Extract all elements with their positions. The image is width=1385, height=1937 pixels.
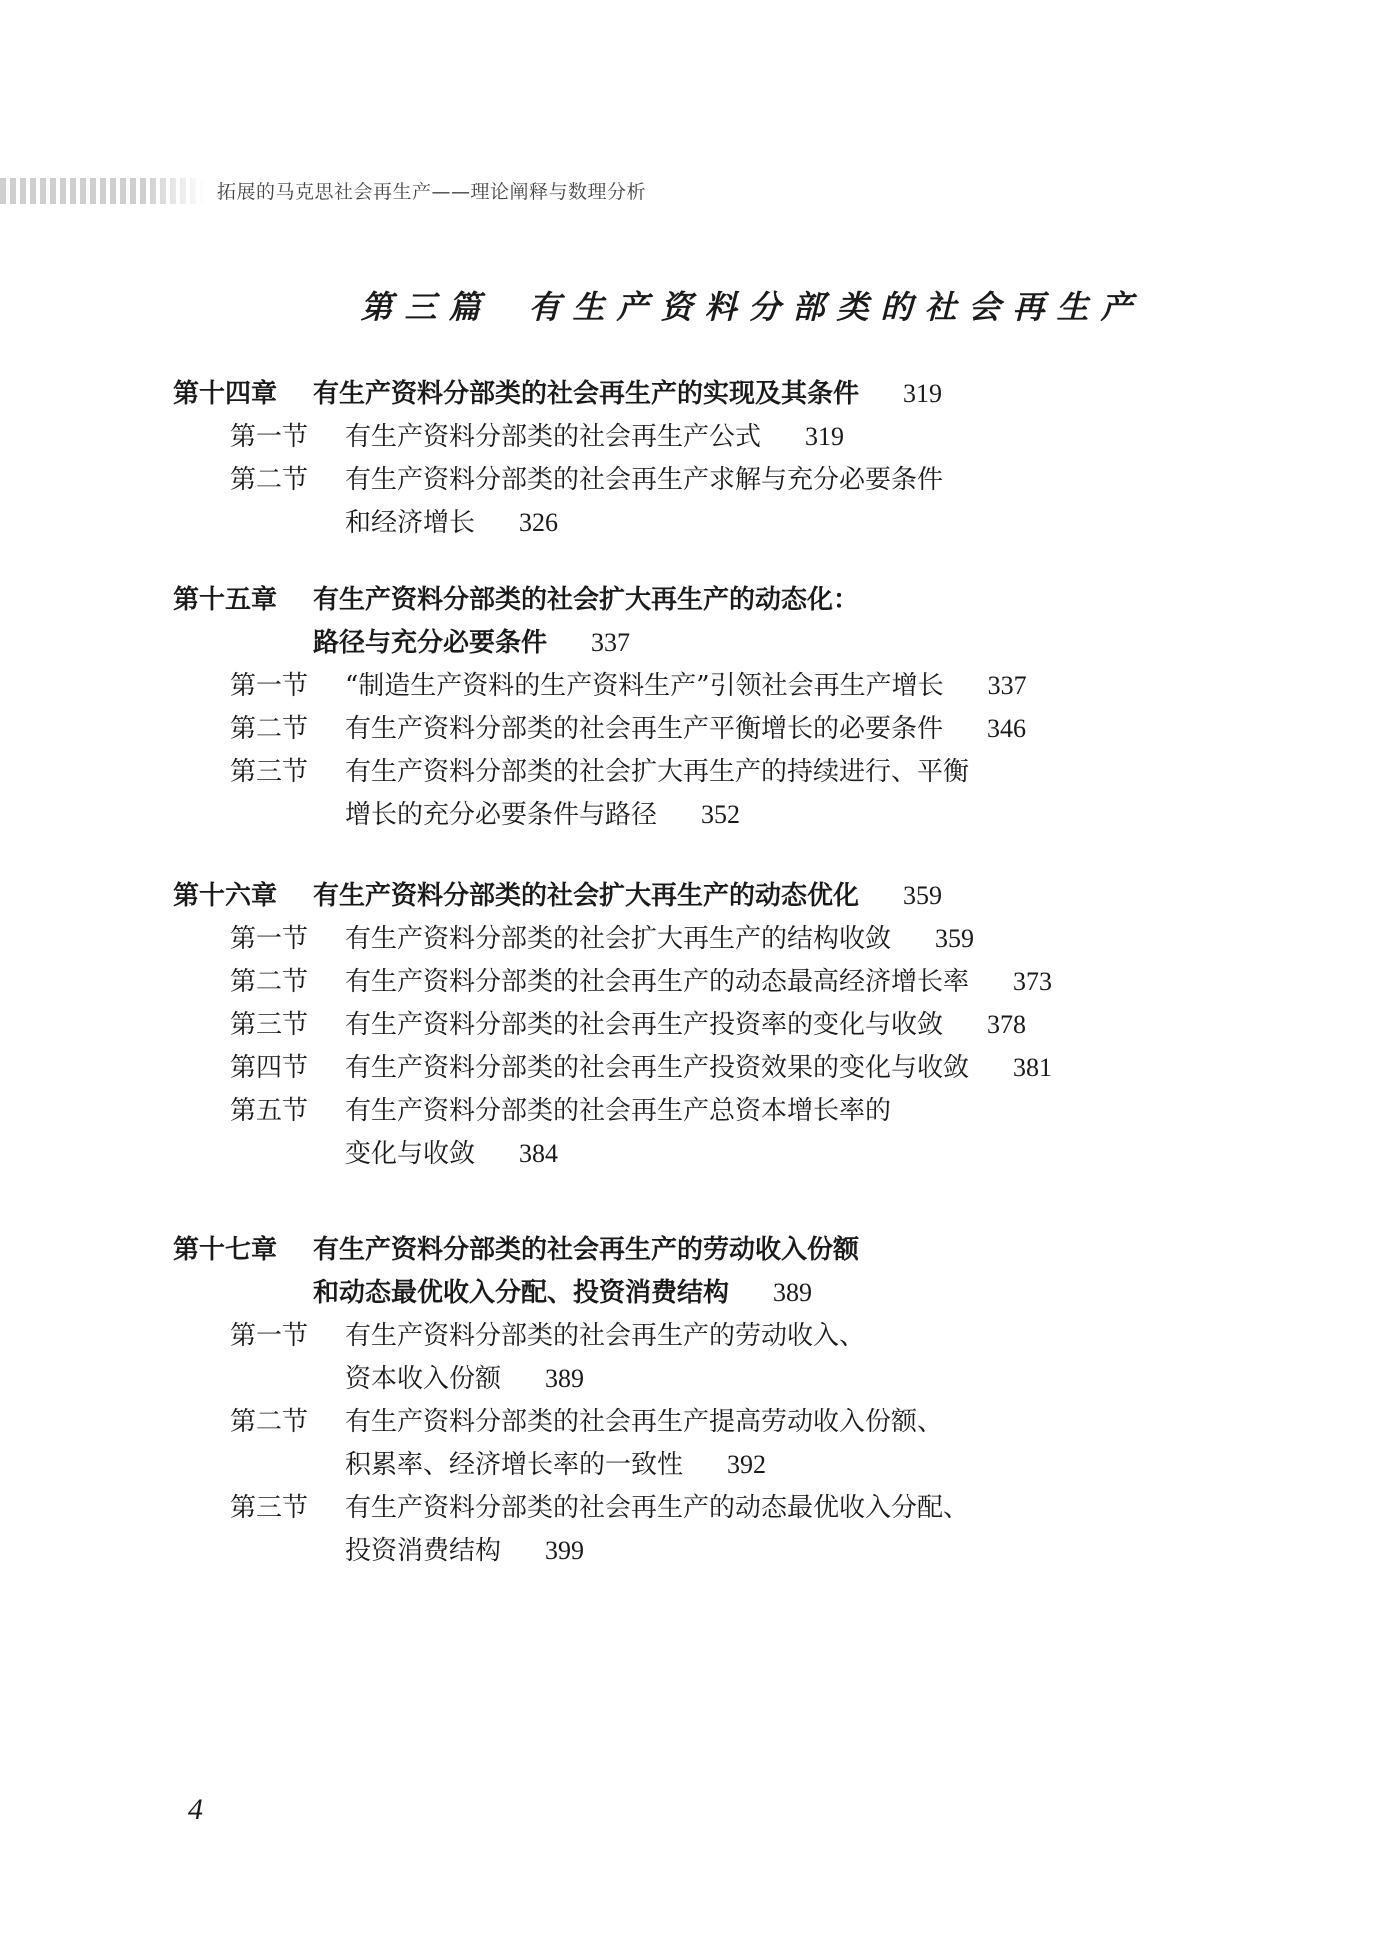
section-label: 第一节 bbox=[230, 1321, 309, 1351]
chapter-heading-line bbox=[313, 627, 630, 659]
section-page: 326 bbox=[519, 508, 559, 537]
section-title: “制造生产资料的生产资料生产”引领社会再生产增长 bbox=[345, 671, 944, 701]
header-dot-pattern bbox=[0, 178, 205, 204]
chapter-heading-line bbox=[173, 378, 942, 410]
section-entry-line bbox=[345, 1138, 558, 1170]
section-title: 有生产资料分部类的社会再生产平衡增长的必要条件 bbox=[345, 714, 944, 744]
chapter-heading-line bbox=[173, 880, 942, 912]
section-entry-line bbox=[230, 464, 943, 496]
section-entry-line bbox=[345, 1535, 584, 1567]
section-entry-line bbox=[230, 1052, 1052, 1084]
section-label: 第二节 bbox=[230, 1407, 309, 1437]
chapter-title: 有生产资料分部类的社会再生产的劳动收入份额 bbox=[313, 1235, 860, 1265]
section-title: 有生产资料分部类的社会扩大再生产的持续进行、平衡 bbox=[345, 757, 970, 787]
section-title: 积累率、经济增长率的一致性 bbox=[345, 1450, 684, 1480]
running-header bbox=[0, 177, 646, 204]
section-entry-line bbox=[230, 923, 974, 955]
chapter-title: 有生产资料分部类的社会扩大再生产的动态优化 bbox=[313, 881, 860, 911]
chapter-label: 第十七章 bbox=[173, 1235, 278, 1265]
section-title: 有生产资料分部类的社会再生产的动态最高经济增长率 bbox=[345, 967, 970, 997]
section-entry-line bbox=[230, 1320, 865, 1352]
chapter-page: 389 bbox=[773, 1278, 813, 1307]
section-title: 有生产资料分部类的社会再生产投资效果的变化与收敛 bbox=[345, 1053, 970, 1083]
chapter-page: 337 bbox=[591, 628, 631, 657]
section-entry-line bbox=[230, 1009, 1026, 1041]
chapter-heading-line bbox=[173, 584, 859, 616]
chapter-title: 路径与充分必要条件 bbox=[313, 628, 548, 658]
section-page: 319 bbox=[805, 422, 845, 451]
chapter-label: 第十四章 bbox=[173, 379, 278, 409]
section-entry-line bbox=[345, 507, 558, 539]
section-title: 和经济增长 bbox=[345, 508, 476, 538]
section-label: 第二节 bbox=[230, 714, 309, 744]
section-entry-line bbox=[230, 966, 1052, 998]
chapter-page: 359 bbox=[903, 881, 943, 910]
section-label: 第二节 bbox=[230, 465, 309, 495]
section-entry-line bbox=[345, 799, 740, 831]
section-title: 有生产资料分部类的社会扩大再生产的结构收敛 bbox=[345, 924, 892, 954]
section-page: 399 bbox=[545, 1536, 585, 1565]
section-label: 第三节 bbox=[230, 1010, 309, 1040]
section-entry-line bbox=[230, 1095, 891, 1127]
section-entry-line bbox=[230, 756, 969, 788]
chapter-heading-line bbox=[313, 1277, 812, 1309]
section-title: 有生产资料分部类的社会再生产公式 bbox=[345, 422, 762, 452]
running-title: 拓展的马克思社会再生产——理论阐释与数理分析 bbox=[217, 181, 647, 203]
section-entry-line bbox=[345, 1449, 766, 1481]
chapter-heading-line bbox=[173, 1234, 859, 1266]
section-entry-line bbox=[230, 1406, 943, 1438]
section-page: 392 bbox=[727, 1450, 767, 1479]
section-title: 有生产资料分部类的社会再生产的动态最优收入分配、 bbox=[345, 1493, 970, 1523]
section-page: 346 bbox=[987, 714, 1027, 743]
section-page: 337 bbox=[987, 671, 1027, 700]
chapter-label: 第十六章 bbox=[173, 881, 278, 911]
section-entry-line bbox=[345, 1363, 584, 1395]
part-title bbox=[0, 282, 1385, 328]
section-label: 第三节 bbox=[230, 1493, 309, 1523]
section-entry-line bbox=[230, 1492, 969, 1524]
chapter-title: 有生产资料分部类的社会扩大再生产的动态化： bbox=[313, 585, 860, 615]
chapter-label: 第十五章 bbox=[173, 585, 278, 615]
section-title: 有生产资料分部类的社会再生产求解与充分必要条件 bbox=[345, 465, 944, 495]
section-title: 有生产资料分部类的社会再生产的劳动收入、 bbox=[345, 1321, 866, 1351]
section-entry-line bbox=[230, 670, 1027, 702]
section-label: 第四节 bbox=[230, 1053, 309, 1083]
part-label: 第三篇 bbox=[360, 288, 493, 326]
section-page: 373 bbox=[1013, 967, 1053, 996]
section-title: 有生产资料分部类的社会再生产总资本增长率的 bbox=[345, 1096, 892, 1126]
section-title: 有生产资料分部类的社会再生产提高劳动收入份额、 bbox=[345, 1407, 944, 1437]
section-page: 359 bbox=[935, 924, 975, 953]
section-page: 381 bbox=[1013, 1053, 1053, 1082]
section-label: 第一节 bbox=[230, 924, 309, 954]
chapter-title: 和动态最优收入分配、投资消费结构 bbox=[313, 1278, 730, 1308]
section-title: 变化与收敛 bbox=[345, 1139, 476, 1169]
section-title: 有生产资料分部类的社会再生产投资率的变化与收敛 bbox=[345, 1010, 944, 1040]
chapter-page: 319 bbox=[903, 379, 943, 408]
section-label: 第三节 bbox=[230, 757, 309, 787]
section-title: 增长的充分必要条件与路径 bbox=[345, 800, 658, 830]
section-page: 378 bbox=[987, 1010, 1027, 1039]
section-title: 资本收入份额 bbox=[345, 1364, 502, 1394]
section-label: 第一节 bbox=[230, 671, 309, 701]
section-entry-line bbox=[230, 421, 844, 453]
section-page: 384 bbox=[519, 1139, 559, 1168]
section-label: 第五节 bbox=[230, 1096, 309, 1126]
section-label: 第一节 bbox=[230, 422, 309, 452]
part-name: 有生产资料分部类的社会再生产 bbox=[528, 288, 1145, 326]
section-page: 352 bbox=[701, 800, 741, 829]
chapter-title: 有生产资料分部类的社会再生产的实现及其条件 bbox=[313, 379, 860, 409]
section-label: 第二节 bbox=[230, 967, 309, 997]
section-entry-line bbox=[230, 713, 1026, 745]
section-page: 389 bbox=[545, 1364, 585, 1393]
section-title: 投资消费结构 bbox=[345, 1536, 502, 1566]
page-number: 4 bbox=[188, 1793, 203, 1826]
